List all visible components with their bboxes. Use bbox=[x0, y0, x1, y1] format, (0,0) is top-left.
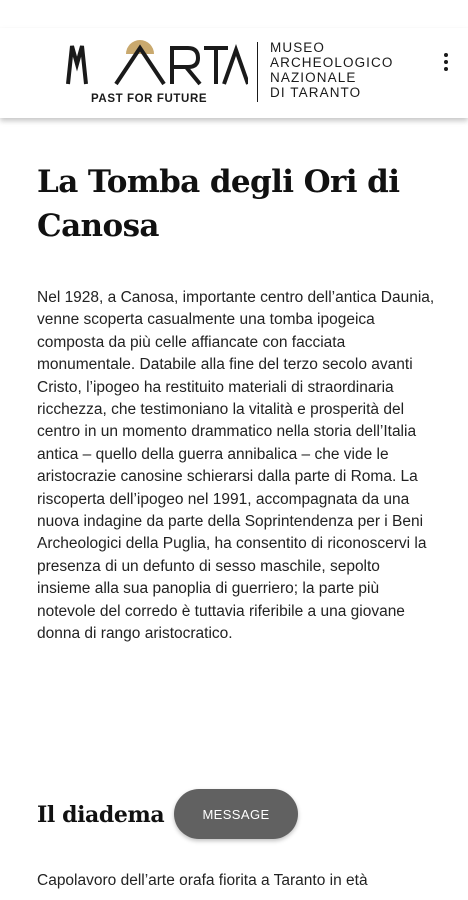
page-title: La Tomba degli Ori di Canosa bbox=[37, 164, 400, 244]
menu-dot bbox=[444, 60, 448, 64]
marta-wordmark-icon bbox=[66, 40, 248, 88]
museum-name-line: DI TARANTO bbox=[270, 85, 362, 100]
logo-tagline: PAST FOR FUTURE bbox=[91, 93, 208, 105]
menu-dot bbox=[444, 67, 448, 71]
logo-divider bbox=[257, 42, 258, 102]
museum-name bbox=[270, 40, 393, 100]
museum-name-line: MUSEO bbox=[270, 40, 326, 55]
more-vert-icon[interactable] bbox=[434, 48, 458, 76]
message-button[interactable]: MESSAGE bbox=[174, 789, 298, 839]
article-intro: Nel 1928, a Canosa, importante centro dell’antica Daunia, venne scoperta casualmente una tomba ipogeica composta da più celle affiancate con facciata monumentale. Databile alla fine del terzo secolo avanti Cristo, l’ipogeo ha restituito materiali di straordinaria ricchezza, che testimoniano la vitalità e prosperità del centro in un momento drammatico nella storia dell’Italia antica – quello della guerra annibalica – che vide le aristocrazie canosine schierarsi dalla parte di Roma. La riscoperta dell’ipogeo nel 1991, accompagnata da una nuova indagine da parte della Soprintendenza per i Beni Archeologici della Puglia, ha consentito di riconoscervi la presenza di un defunto di sesso maschile, sepolto insieme alla sua panoplia di guerriero; la parte più notevole del corredo è tuttavia riferibile a una giovane donna di rango aristocratico. bbox=[37, 289, 435, 643]
museum-name-line: ARCHEOLOGICO bbox=[270, 55, 394, 70]
section-text: Capolavoro dell’arte orafa fiorita a Taranto in età bbox=[37, 872, 368, 889]
museum-name-line: NAZIONALE bbox=[270, 70, 357, 85]
status-bar bbox=[0, 0, 468, 28]
section-title: Il diadema bbox=[37, 802, 165, 828]
marta-logo[interactable] bbox=[66, 40, 248, 88]
menu-dot bbox=[444, 53, 448, 57]
